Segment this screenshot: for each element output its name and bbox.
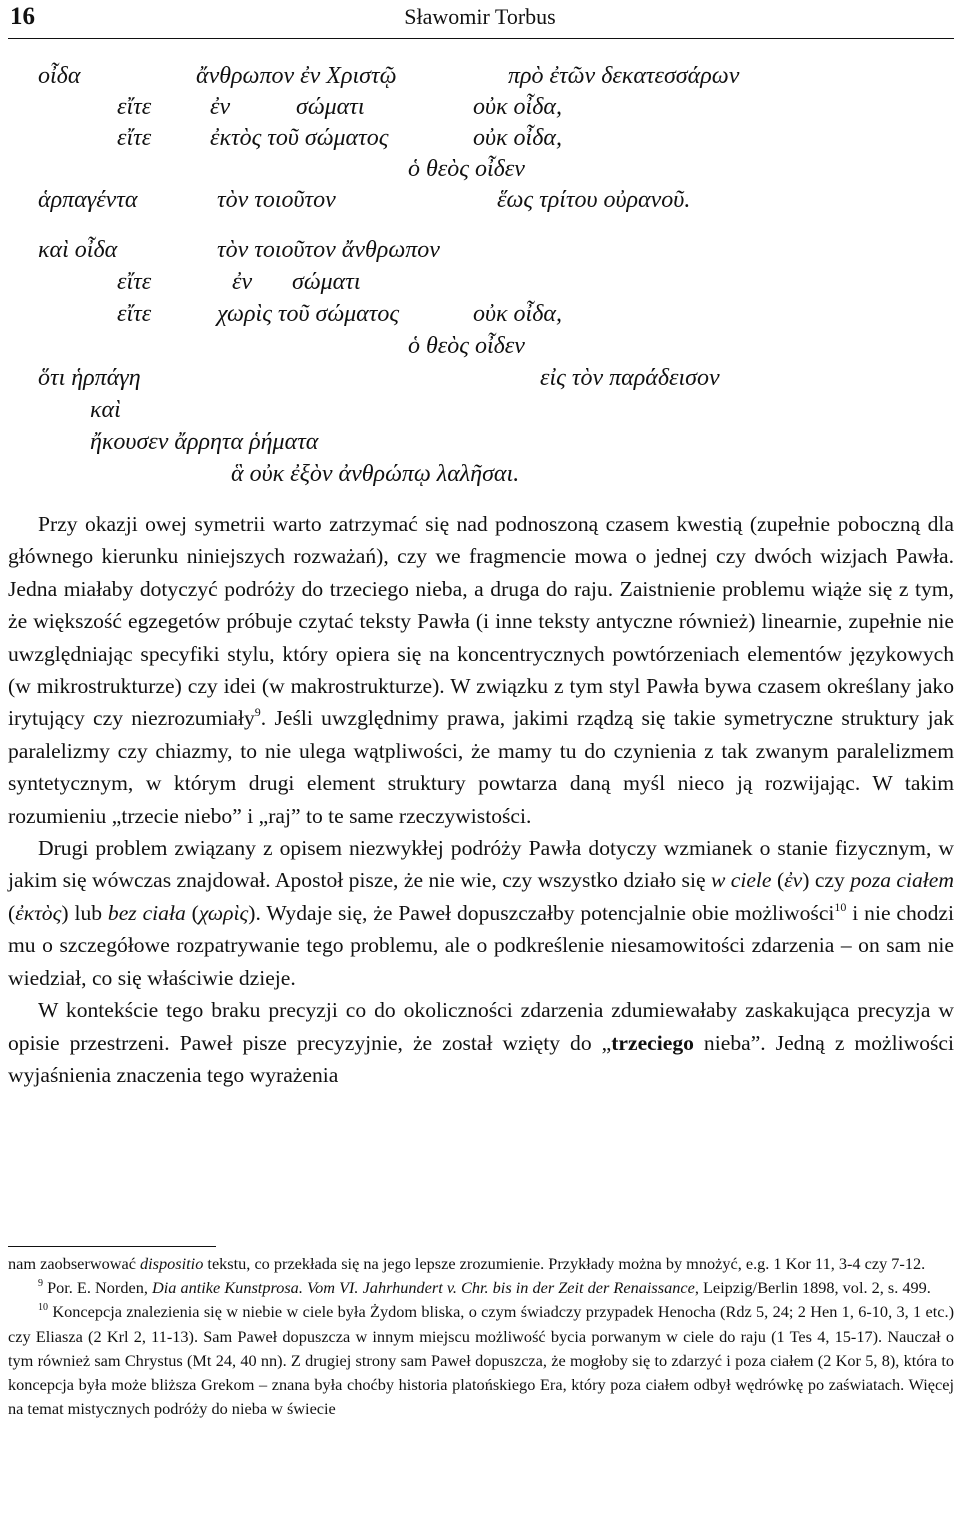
paragraph: Drugi problem związany z opisem niezwykłej podróży Pawła dotyczy wzmianek o stanie fizycznym, w jakim się wówczas znajdował. Apostoł pisze, że nie wie, czy wszystko działo się w ciele (ἐν) czy poza ciałem (ἐκτὸς) lub bez ciała (χωρὶς). Wydaje się, że Paweł dopuszczałby potencjalnie obie możliwości$^{10}$ i nie chodzi mu o szczegółowe rozpatrywanie tego problemu, ale o podkreślenie niesamowitości zdarzenia – on sam nie wiedział, co się właściwie dzieje. — [8, 836, 954, 990]
greek-fragment: ἕως τρίτου οὐρανοῦ. — [497, 187, 691, 213]
greek-fragment: καὶ — [90, 397, 121, 423]
greek-fragment: ἁρπαγέντα — [38, 187, 138, 213]
footnotes — [8, 1252, 954, 1421]
greek-fragment: ἐκτὸς τοῦ σώματος — [210, 125, 389, 151]
greek-fragment: οἶδα — [38, 63, 81, 89]
greek-fragment: εἴτε — [117, 125, 152, 151]
greek-fragment: ἄνθρωπον ἐν Χριστῷ — [196, 63, 397, 89]
footnote-continuation: nam zaobserwować dispositio tekstu, co przekłada się na jego lepsze zrozumienie. Przykłady można by mnożyć, e.g. 1 Kor 11, 3-4 czy 7-12. — [8, 1254, 926, 1273]
greek-fragment: οὐκ οἶδα, — [473, 301, 562, 327]
greek-fragment: εἴτε — [117, 94, 152, 120]
page-number: 16 — [10, 3, 35, 30]
greek-fragment: καὶ οἶδα — [38, 237, 118, 263]
greek-fragment: τὸν τοιοῦτον ἄνθρωπον — [217, 237, 440, 263]
greek-fragment: οὐκ οἶδα, — [473, 94, 562, 120]
greek-fragment: σώματι — [292, 269, 361, 295]
footnote-9: $^9$ Por. E. Norden, Dia antike Kunstprosa. Vom VI. Jahrhundert v. Chr. bis in der Zeit der Renaissance, Leipzig/Berlin 1898, vol. 2, s. 499. — [38, 1278, 931, 1298]
greek-fragment: ὅτι ἡρπάγη — [38, 365, 141, 391]
greek-fragment: χωρὶς τοῦ σώματος — [217, 301, 400, 327]
running-title: Sławomir Torbus — [404, 4, 556, 29]
footnote-ref: 10 — [834, 899, 847, 914]
body-text — [8, 508, 954, 1091]
header-rule — [8, 38, 954, 39]
greek-fragment: τὸν τοιοῦτον — [217, 187, 336, 213]
greek-fragment: ἃ οὐκ ἐξὸν ἀνθρώπῳ λαλῆσαι. — [231, 461, 520, 487]
greek-fragment: ὁ θεὸς οἶδεν — [408, 333, 525, 359]
greek-fragment: ἐν — [210, 94, 231, 120]
greek-fragment: ἐν — [232, 269, 253, 295]
paragraph: Przy okazji owej symetrii warto zatrzymać się nad podnoszoną czasem kwestią (zupełnie poboczną dla głównego kierunku niniejszych rozważań), czy we fragmencie mowa o jednej czy dwóch wizjach Pawła. Jedna miałaby dotyczyć podróży do trzeciego nieba, a druga do raju. Zaistnienie problemu wiąże się z tym, że większość egzegetów próbuje czytać teksty Pawła (i inne teksty antyczne również) linearnie, zupełnie nie uwzględniając specyfiki stylu, który opiera się na koncentrycznych powtórzeniach elementów językowych (w mikrostrukturze) czy idei (w makrostrukturze). W związku z tym styl Pawła bywa czasem określany jako irytujący czy niezrozumiały$^9$. Jeśli uwzględnimy prawa, jakimi rządzą się takie symetryczne struktury jak paralelizmy czy chiazmy, to nie ulega wątpliwości, że mamy tu do czynienia z tak zwanym paralelizmem syntetycznym, w którym drugi element struktury powtarza daną myśl nieco ją rozwijając. W takim rozumieniu „trzecie niebo” i „raj” to te same rzeczywistości. — [8, 512, 954, 828]
footnote-rule — [8, 1246, 216, 1247]
greek-fragment: πρὸ ἐτῶν δεκατεσσάρων — [508, 63, 740, 89]
greek-fragment: σώματι — [296, 94, 365, 120]
greek-fragment: εἴτε — [117, 301, 152, 327]
footnote-ref: 9 — [254, 705, 261, 720]
greek-fragment: ὁ θεὸς οἶδεν — [408, 156, 525, 182]
paragraph: W kontekście tego braku precyzji co do okoliczności zdarzenia zdumiewałaby zaskakująca precyzja w opisie przestrzeni. Paweł pisze precyzyjnie, że został wzięty do „trzeciego nieba”. Jedną z możliwości wyjaśnienia znaczenia tego wyrażenia — [8, 998, 954, 1087]
greek-fragment: ἤκουσεν ἄρρητα ῥήματα — [90, 429, 319, 455]
page-header — [0, 0, 960, 42]
greek-fragment: εἴτε — [117, 269, 152, 295]
greek-fragment: οὐκ οἶδα, — [473, 125, 562, 151]
greek-fragment: εἰς τὸν παράδεισον — [540, 365, 720, 391]
footnote-10: $^{10}$ Koncepcja znalezienia się w niebie w ciele była Żydom bliska, o czym świadczy przypadek Henocha (Rdz 5, 24; 2 Hen 1, 6-10, 3, 1 etc.) czy Eliasza (2 Krl 2, 11-13). Sam Paweł dopuszcza w innym miejscu możliwość bycia porwanym w ciele do raju (1 Tes 4, 15-17). Nauczał o tym również sam Chrystus (Mt 24, 40 nn). Z drugiej strony sam Paweł dopuszcza, że mogłoby się to zdarzyć i poza ciałem (2 Kor 5, 8), która to koncepcja była może bliższa Grekom – znana była choćby historia platońskiego Era, który poza ciałem odbył wędrówkę po zaświatach. Więcej na temat mistycznych podróży do nieba w świecie — [8, 1302, 954, 1419]
